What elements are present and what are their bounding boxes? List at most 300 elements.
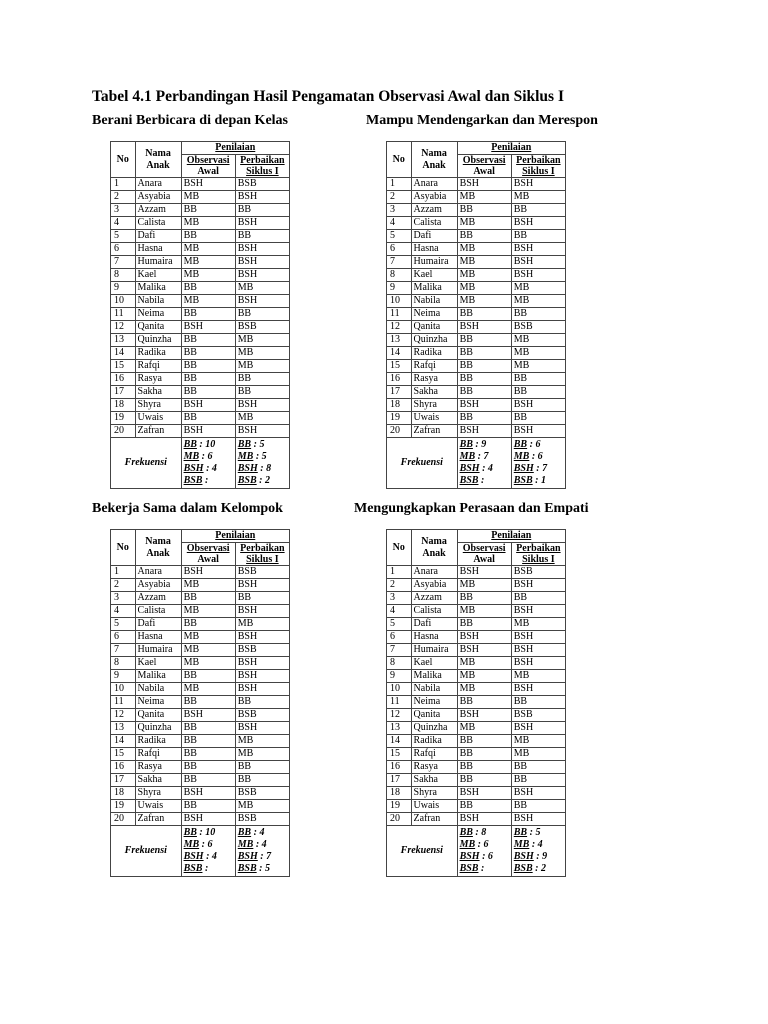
- cell-no: 16: [111, 373, 136, 386]
- frekuensi-value: : 5: [255, 451, 267, 462]
- cell-observasi-awal: BB: [181, 761, 235, 774]
- cell-no: 16: [111, 761, 136, 774]
- cell-perbaikan-siklus: MB: [511, 670, 565, 683]
- cell-perbaikan-siklus: BB: [235, 308, 289, 321]
- frekuensi-row: [111, 826, 290, 877]
- table-row: [387, 425, 566, 438]
- frekuensi-value: : 4: [253, 827, 265, 838]
- cell-no: 18: [111, 399, 136, 412]
- frekuensi-line: [238, 463, 287, 475]
- cell-nama: Humaira: [411, 256, 457, 269]
- cell-observasi-awal: BSH: [457, 321, 511, 334]
- frekuensi-line: [238, 851, 287, 863]
- cell-nama: Qanita: [135, 321, 181, 334]
- frekuensi-value: : 6: [529, 439, 541, 450]
- cell-observasi-awal: BSH: [181, 813, 235, 826]
- cell-perbaikan-siklus: BB: [511, 696, 565, 709]
- cell-perbaikan-siklus: BSH: [511, 683, 565, 696]
- col-header-perbaikan-line2: Siklus I: [522, 166, 555, 177]
- col-header-nama: [135, 530, 181, 566]
- frekuensi-value: : 7: [477, 451, 489, 462]
- col-header-perbaikan-siklus: [235, 543, 289, 566]
- cell-nama: Hasna: [135, 631, 181, 644]
- frekuensi-key: BSH: [459, 851, 480, 862]
- cell-no: 19: [387, 800, 412, 813]
- cell-observasi-awal: BB: [181, 412, 235, 425]
- col-header-penilaian: Penilaian: [181, 530, 289, 543]
- table-3: [110, 529, 290, 877]
- cell-perbaikan-siklus: MB: [511, 334, 565, 347]
- cell-perbaikan-siklus: BSH: [235, 657, 289, 670]
- cell-no: 19: [111, 412, 136, 425]
- cell-observasi-awal: BSH: [457, 709, 511, 722]
- frekuensi-label: Frekuensi: [387, 438, 458, 489]
- section-title-1: Berani Berbicara di depan Kelas: [92, 113, 288, 128]
- frekuensi-value: : 4: [482, 463, 493, 474]
- col-header-observasi-awal: [457, 155, 511, 178]
- table-row: [387, 399, 566, 412]
- table-row: [387, 813, 566, 826]
- cell-observasi-awal: MB: [457, 657, 511, 670]
- cell-perbaikan-siklus: BSH: [235, 256, 289, 269]
- table-row: [111, 412, 290, 425]
- cell-perbaikan-siklus: BSH: [235, 722, 289, 735]
- cell-observasi-awal: BB: [457, 696, 511, 709]
- frekuensi-value: : 7: [536, 463, 548, 474]
- cell-perbaikan-siklus: BSH: [235, 295, 289, 308]
- table-row: [387, 308, 566, 321]
- table-row: [111, 269, 290, 282]
- cell-nama: Rafqi: [135, 748, 181, 761]
- frekuensi-value: : 5: [529, 827, 541, 838]
- cell-nama: Azzam: [411, 592, 457, 605]
- cell-no: 9: [111, 282, 136, 295]
- table-row: [387, 696, 566, 709]
- cell-nama: Neima: [411, 696, 457, 709]
- cell-observasi-awal: BB: [181, 722, 235, 735]
- cell-nama: Zafran: [411, 813, 457, 826]
- table-row: [111, 399, 290, 412]
- table-row: [387, 178, 566, 191]
- cell-perbaikan-siklus: BSB: [235, 644, 289, 657]
- cell-observasi-awal: MB: [457, 722, 511, 735]
- cell-perbaikan-siklus: BB: [511, 761, 565, 774]
- cell-observasi-awal: MB: [457, 282, 511, 295]
- cell-no: 13: [111, 334, 136, 347]
- frekuensi-value: : 8: [475, 827, 487, 838]
- cell-perbaikan-siklus: BB: [235, 230, 289, 243]
- cell-nama: Azzam: [135, 592, 181, 605]
- frekuensi-line: [184, 439, 233, 451]
- cell-perbaikan-siklus: BB: [511, 412, 565, 425]
- cell-no: 20: [111, 425, 136, 438]
- header-row: [111, 530, 290, 543]
- frekuensi-value: : 9: [536, 851, 548, 862]
- cell-perbaikan-siklus: BSH: [511, 787, 565, 800]
- frekuensi-key: BSH: [513, 851, 534, 862]
- cell-nama: Uwais: [135, 800, 181, 813]
- col-header-nama-line1: Nama: [421, 535, 447, 547]
- cell-observasi-awal: MB: [181, 683, 235, 696]
- cell-nama: Calista: [135, 605, 181, 618]
- frekuensi-key: BSH: [513, 463, 534, 474]
- cell-nama: Sakha: [411, 774, 457, 787]
- cell-no: 18: [111, 787, 136, 800]
- frekuensi-observasi-awal: [457, 826, 511, 877]
- cell-perbaikan-siklus: BSH: [511, 178, 565, 191]
- cell-observasi-awal: MB: [181, 191, 235, 204]
- table-row: [111, 256, 290, 269]
- frekuensi-key: BB: [237, 827, 252, 838]
- cell-observasi-awal: BB: [457, 592, 511, 605]
- cell-no: 2: [387, 579, 412, 592]
- table-row: [111, 605, 290, 618]
- cell-no: 17: [111, 386, 136, 399]
- cell-perbaikan-siklus: BSH: [235, 243, 289, 256]
- table-row: [387, 282, 566, 295]
- table-row: [387, 683, 566, 696]
- frekuensi-value: :: [480, 863, 485, 874]
- table-row: [387, 360, 566, 373]
- cell-perbaikan-siklus: BB: [235, 373, 289, 386]
- cell-no: 10: [111, 295, 136, 308]
- cell-no: 19: [387, 412, 412, 425]
- cell-no: 9: [387, 670, 412, 683]
- table-row: [387, 217, 566, 230]
- cell-no: 18: [387, 399, 412, 412]
- cell-no: 5: [387, 230, 412, 243]
- table-row: [387, 670, 566, 683]
- table-row: [111, 618, 290, 631]
- table-row: [111, 243, 290, 256]
- col-header-observasi-line1: Observasi: [186, 155, 230, 166]
- cell-perbaikan-siklus: MB: [235, 800, 289, 813]
- frekuensi-perbaikan-siklus: [511, 826, 565, 877]
- cell-nama: Anara: [135, 178, 181, 191]
- cell-nama: Zafran: [411, 425, 457, 438]
- cell-observasi-awal: MB: [181, 605, 235, 618]
- cell-observasi-awal: BB: [457, 386, 511, 399]
- col-header-perbaikan-line1: Perbaikan: [516, 543, 561, 554]
- cell-perbaikan-siklus: MB: [235, 334, 289, 347]
- cell-nama: Kael: [411, 657, 457, 670]
- frekuensi-value: : 2: [535, 863, 547, 874]
- table-1: [110, 141, 290, 489]
- cell-perbaikan-siklus: BB: [511, 592, 565, 605]
- cell-observasi-awal: BB: [457, 204, 511, 217]
- cell-no: 13: [387, 334, 412, 347]
- cell-no: 16: [387, 761, 412, 774]
- cell-perbaikan-siklus: BB: [235, 592, 289, 605]
- cell-no: 4: [111, 605, 136, 618]
- frekuensi-value: : 4: [255, 839, 267, 850]
- cell-no: 2: [111, 579, 136, 592]
- cell-observasi-awal: BB: [457, 334, 511, 347]
- frekuensi-value: : 7: [260, 851, 272, 862]
- frekuensi-line: [184, 475, 233, 487]
- cell-observasi-awal: BB: [181, 618, 235, 631]
- cell-nama: Anara: [411, 566, 457, 579]
- col-header-perbaikan-line2: Siklus I: [246, 166, 279, 177]
- table-row: [111, 579, 290, 592]
- frekuensi-value: : 4: [206, 851, 217, 862]
- cell-nama: Anara: [411, 178, 457, 191]
- table-row: [387, 735, 566, 748]
- cell-nama: Malika: [135, 282, 181, 295]
- cell-no: 8: [111, 269, 136, 282]
- table-row: [111, 321, 290, 334]
- table-row: [387, 592, 566, 605]
- cell-nama: Asyabia: [411, 579, 457, 592]
- frekuensi-line: [460, 475, 509, 487]
- cell-perbaikan-siklus: MB: [235, 735, 289, 748]
- frekuensi-value: : 6: [201, 451, 213, 462]
- frekuensi-line: [460, 451, 509, 463]
- table-row: [111, 644, 290, 657]
- cell-no: 8: [111, 657, 136, 670]
- cell-no: 8: [387, 269, 412, 282]
- table-row: [387, 579, 566, 592]
- col-header-nama-line2: Anak: [146, 159, 170, 171]
- col-header-penilaian: Penilaian: [457, 530, 565, 543]
- frekuensi-key: BSH: [237, 463, 258, 474]
- table-row: [111, 800, 290, 813]
- cell-perbaikan-siklus: BSH: [511, 269, 565, 282]
- frekuensi-key: BSB: [513, 475, 533, 486]
- cell-observasi-awal: MB: [457, 217, 511, 230]
- cell-observasi-awal: BB: [457, 347, 511, 360]
- col-header-no: No: [387, 142, 412, 178]
- cell-nama: Quinzha: [411, 722, 457, 735]
- cell-perbaikan-siklus: BSH: [235, 683, 289, 696]
- cell-no: 2: [387, 191, 412, 204]
- cell-nama: Neima: [411, 308, 457, 321]
- frekuensi-value: : 5: [259, 863, 271, 874]
- table-row: [111, 683, 290, 696]
- col-header-nama-line1: Nama: [145, 535, 171, 547]
- cell-no: 14: [387, 735, 412, 748]
- table-4: [386, 529, 566, 877]
- cell-nama: Nabila: [135, 683, 181, 696]
- cell-no: 5: [111, 230, 136, 243]
- cell-no: 17: [387, 774, 412, 787]
- table-row: [111, 709, 290, 722]
- cell-perbaikan-siklus: MB: [511, 282, 565, 295]
- cell-nama: Dafi: [135, 618, 181, 631]
- table-row: [387, 204, 566, 217]
- cell-observasi-awal: BB: [457, 761, 511, 774]
- cell-observasi-awal: BB: [181, 696, 235, 709]
- cell-nama: Malika: [411, 670, 457, 683]
- cell-nama: Hasna: [411, 631, 457, 644]
- frekuensi-line: [238, 827, 287, 839]
- table-row: [111, 748, 290, 761]
- cell-no: 7: [111, 644, 136, 657]
- frekuensi-perbaikan-siklus: [235, 438, 289, 489]
- table-row: [387, 618, 566, 631]
- cell-nama: Hasna: [411, 243, 457, 256]
- cell-no: 6: [111, 243, 136, 256]
- cell-no: 8: [387, 657, 412, 670]
- cell-perbaikan-siklus: BB: [511, 774, 565, 787]
- frekuensi-observasi-awal: [457, 438, 511, 489]
- cell-nama: Quinzha: [135, 722, 181, 735]
- cell-perbaikan-siklus: BSH: [235, 217, 289, 230]
- header-row: [387, 142, 566, 155]
- frekuensi-label: Frekuensi: [111, 826, 182, 877]
- cell-nama: Calista: [135, 217, 181, 230]
- cell-no: 4: [111, 217, 136, 230]
- col-header-perbaikan-line2: Siklus I: [246, 554, 279, 565]
- table-row: [111, 178, 290, 191]
- cell-observasi-awal: BSH: [457, 399, 511, 412]
- frekuensi-line: [514, 475, 563, 487]
- cell-observasi-awal: BSH: [181, 425, 235, 438]
- table-row: [111, 592, 290, 605]
- cell-no: 5: [387, 618, 412, 631]
- cell-nama: Rafqi: [135, 360, 181, 373]
- frekuensi-key: BSB: [183, 863, 203, 874]
- frekuensi-value: : 10: [199, 827, 216, 838]
- table-row: [111, 373, 290, 386]
- cell-perbaikan-siklus: BSB: [235, 813, 289, 826]
- cell-nama: Rasya: [135, 761, 181, 774]
- col-header-perbaikan-siklus: [511, 155, 565, 178]
- frekuensi-key: MB: [459, 451, 476, 462]
- table-row: [111, 282, 290, 295]
- cell-perbaikan-siklus: BB: [235, 386, 289, 399]
- cell-perbaikan-siklus: BSB: [511, 709, 565, 722]
- frekuensi-line: [238, 839, 287, 851]
- cell-perbaikan-siklus: MB: [511, 191, 565, 204]
- frekuensi-key: BB: [183, 439, 197, 450]
- cell-observasi-awal: MB: [181, 256, 235, 269]
- frekuensi-line: [184, 827, 233, 839]
- table-row: [111, 334, 290, 347]
- cell-no: 15: [111, 360, 136, 373]
- table-row: [387, 761, 566, 774]
- frekuensi-value: : 5: [253, 439, 265, 450]
- col-header-observasi-line2: Awal: [197, 166, 219, 177]
- frekuensi-key: MB: [459, 839, 476, 850]
- cell-perbaikan-siklus: MB: [511, 360, 565, 373]
- cell-observasi-awal: MB: [181, 644, 235, 657]
- table-row: [111, 425, 290, 438]
- cell-no: 12: [387, 321, 412, 334]
- cell-nama: Shyra: [411, 787, 457, 800]
- frekuensi-value: :: [480, 475, 485, 486]
- cell-observasi-awal: BB: [181, 735, 235, 748]
- frekuensi-line: [460, 863, 509, 875]
- cell-nama: Nabila: [411, 683, 457, 696]
- frekuensi-line: [514, 439, 563, 451]
- cell-no: 6: [111, 631, 136, 644]
- frekuensi-observasi-awal: [181, 438, 235, 489]
- cell-perbaikan-siklus: BB: [235, 204, 289, 217]
- table-row: [111, 360, 290, 373]
- table-row: [111, 308, 290, 321]
- frekuensi-line: [514, 827, 563, 839]
- cell-observasi-awal: BB: [181, 386, 235, 399]
- cell-perbaikan-siklus: BSH: [235, 605, 289, 618]
- cell-perbaikan-siklus: BSH: [235, 631, 289, 644]
- cell-perbaikan-siklus: BB: [235, 761, 289, 774]
- cell-observasi-awal: MB: [181, 243, 235, 256]
- cell-observasi-awal: BB: [181, 800, 235, 813]
- cell-no: 12: [111, 709, 136, 722]
- cell-no: 9: [387, 282, 412, 295]
- table-row: [111, 774, 290, 787]
- table-row: [111, 670, 290, 683]
- cell-perbaikan-siklus: BSH: [235, 399, 289, 412]
- header-row: [111, 142, 290, 155]
- cell-observasi-awal: BB: [457, 360, 511, 373]
- cell-perbaikan-siklus: MB: [235, 282, 289, 295]
- cell-observasi-awal: MB: [457, 605, 511, 618]
- table-row: [111, 631, 290, 644]
- frekuensi-key: BSH: [237, 851, 258, 862]
- frekuensi-key: BSB: [237, 863, 257, 874]
- table-row: [387, 644, 566, 657]
- cell-nama: Humaira: [135, 644, 181, 657]
- cell-no: 15: [387, 360, 412, 373]
- cell-nama: Quinzha: [135, 334, 181, 347]
- table-row: [111, 696, 290, 709]
- cell-observasi-awal: MB: [457, 683, 511, 696]
- cell-observasi-awal: BB: [457, 800, 511, 813]
- cell-perbaikan-siklus: MB: [511, 735, 565, 748]
- cell-observasi-awal: MB: [457, 579, 511, 592]
- cell-perbaikan-siklus: MB: [235, 618, 289, 631]
- frekuensi-key: MB: [237, 839, 254, 850]
- frekuensi-line: [238, 439, 287, 451]
- col-header-perbaikan-siklus: [235, 155, 289, 178]
- cell-no: 15: [111, 748, 136, 761]
- cell-no: 13: [387, 722, 412, 735]
- cell-no: 4: [387, 605, 412, 618]
- frekuensi-value: : 1: [535, 475, 547, 486]
- cell-observasi-awal: BB: [181, 774, 235, 787]
- table-row: [387, 657, 566, 670]
- table-row: [387, 774, 566, 787]
- table-row: [387, 709, 566, 722]
- cell-no: 1: [111, 566, 136, 579]
- frekuensi-perbaikan-siklus: [235, 826, 289, 877]
- cell-no: 1: [387, 566, 412, 579]
- cell-perbaikan-siklus: MB: [235, 412, 289, 425]
- cell-observasi-awal: BSH: [457, 787, 511, 800]
- cell-no: 3: [387, 592, 412, 605]
- cell-perbaikan-siklus: BSH: [511, 425, 565, 438]
- page-title: Tabel 4.1 Perbandingan Hasil Pengamatan Observasi Awal dan Siklus I: [92, 88, 564, 105]
- cell-observasi-awal: BB: [457, 774, 511, 787]
- cell-observasi-awal: MB: [457, 191, 511, 204]
- cell-no: 10: [387, 295, 412, 308]
- cell-no: 1: [387, 178, 412, 191]
- cell-observasi-awal: BSH: [457, 644, 511, 657]
- table-row: [387, 722, 566, 735]
- cell-perbaikan-siklus: BSH: [511, 813, 565, 826]
- cell-nama: Asyabia: [135, 191, 181, 204]
- table-row: [111, 295, 290, 308]
- table-row: [111, 566, 290, 579]
- frekuensi-key: BSH: [183, 463, 204, 474]
- cell-perbaikan-siklus: BSB: [511, 566, 565, 579]
- frekuensi-line: [460, 463, 509, 475]
- cell-no: 14: [111, 735, 136, 748]
- col-header-observasi-awal: [457, 543, 511, 566]
- col-header-observasi-line1: Observasi: [462, 155, 506, 166]
